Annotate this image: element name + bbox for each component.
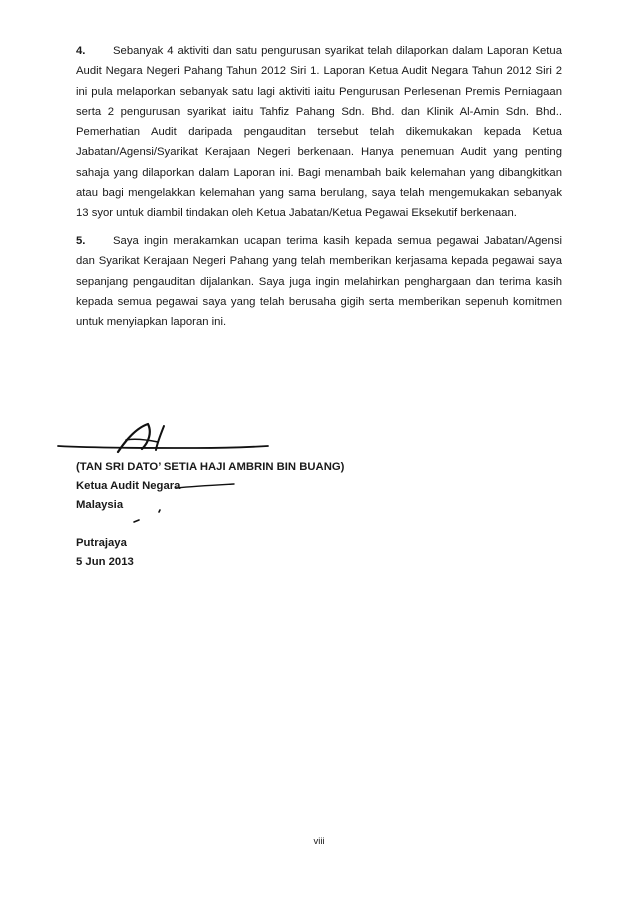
- signatory-title: Ketua Audit Negara: [76, 480, 181, 492]
- paragraph-text: Sebanyak 4 aktiviti dan satu pengurusan syarikat telah dilaporkan dalam Laporan Ketua Audit Negara Negeri Pahang Tahun 2012 Siri 1. Laporan Ketua Audit Negara Tahun 2012 Siri 2 ini pula melaporkan sebanyak satu lagi aktiviti iaitu Pengurusan Perlesenan Premis Perniagaan serta 2 pengurusan syarikat iaitu Tahfiz Pahang Sdn. Bhd. dan Klinik Al-Amin Sdn. Bhd.. Pemerhatian Audit daripada pengauditan tersebut telah dikemukakan kepada Ketua Jabatan/Agensi/Syarikat Kerajaan Negeri berkenaan. Hanya penemuan Audit yang penting sahaja yang dilaporkan dalam Laporan ini. Bagi menambah baik kelemahan yang dibangkitkan atau bagi mengelakkan kelemahan yang sama berulang, saya telah mengemukakan sebanyak 13 syor untuk diambil tindakan oleh Ketua Jabatan/Ketua Pegawai Eksekutif berkenaan.: [76, 45, 562, 220]
- signing-place: Putrajaya: [76, 537, 127, 549]
- signatory-country: Malaysia: [76, 499, 124, 511]
- page-number: viii: [313, 836, 325, 847]
- signing-date: 5 Jun 2013: [76, 556, 134, 568]
- paragraph-5: [76, 231, 562, 332]
- paragraph-4: [76, 41, 562, 224]
- paragraph-number: 4.: [76, 45, 86, 57]
- paragraph-text: Saya ingin merakamkan ucapan terima kasih kepada semua pegawai Jabatan/Agensi dan Syarikat Kerajaan Negeri Pahang yang telah memberikan kerjasama kepada pegawai saya sepanjang pengauditan dijalankan. Saya juga ingin melahirkan penghargaan dan terima kasih kepada semua pegawai saya yang telah berusaha gigih serta memberikan sepenuh komitmen untuk menyiapkan laporan ini.: [76, 235, 562, 329]
- signature-block: [76, 458, 344, 572]
- paragraph-number: 5.: [76, 235, 86, 247]
- signatory-name: (TAN SRI DATO’ SETIA HAJI AMBRIN BIN BUANG): [76, 461, 345, 473]
